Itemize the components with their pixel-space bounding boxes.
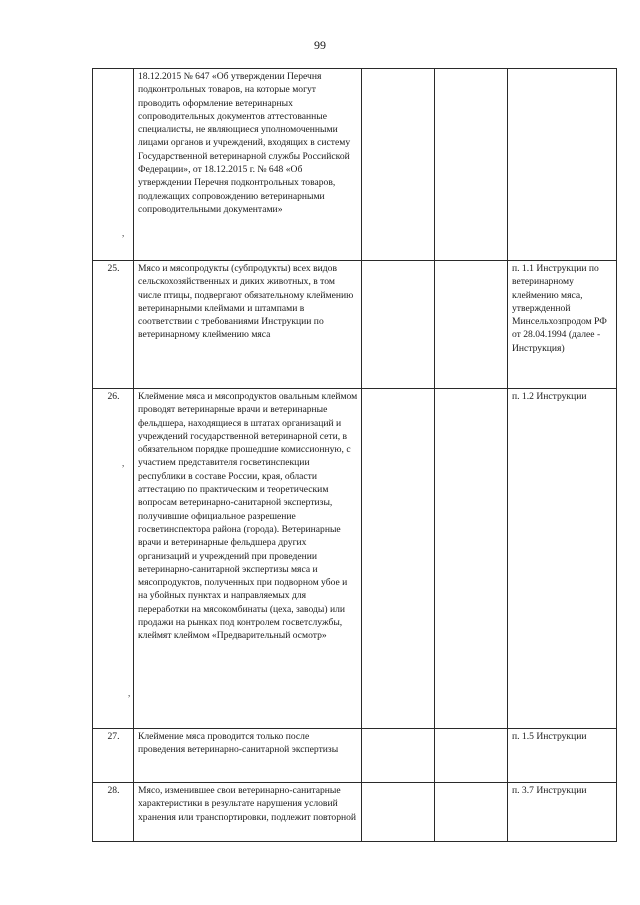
empty-cell: [362, 729, 435, 783]
requirement-text: 18.12.2015 № 647 «Об утверждении Перечня подконтрольных товаров, на которые могут проводить оформление ветеринарных сопроводительных документов аттестованные специалисты, не являющиеся уполномоченными лицами органов и учреждений, входящих в систему Государственной ветеринарной службы Российской Федерации», от 18.12.2015 г. № 648 «Об утверждении Перечня подконтрольных товаров, подлежащих сопровождению ветеринарными сопроводительными документами»: [134, 69, 362, 261]
requirement-text: Мясо и мясопродукты (субпродукты) всех видов сельскохозяйственных и диких животных, в том числе птицы, подвергают обязательному клеймению ветеринарными клеймами и штампами в соответствии с требованиями Инструкции по ветеринарному клеймению мяса: [134, 261, 362, 389]
row-number: 27.: [93, 729, 134, 783]
table-row: [93, 783, 617, 842]
empty-cell: [362, 69, 435, 261]
row-number: [93, 69, 134, 261]
margin-mark: ,: [122, 458, 125, 468]
table-row: [93, 729, 617, 783]
requirement-text: Мясо, изменившее свои ветеринарно-санитарные характеристики в результате нарушения условий хранения или транспортировки, подлежит повторной: [134, 783, 362, 842]
empty-cell: [435, 729, 508, 783]
row-number: 28.: [93, 783, 134, 842]
margin-mark: ,: [122, 228, 125, 238]
empty-cell: [435, 69, 508, 261]
source-reference: п. 3.7 Инструкции: [508, 783, 617, 842]
source-reference: [508, 69, 617, 261]
source-reference: п. 1.1 Инструкции по ветеринарному клеймению мяса, утвержденной Минсельхозпродом РФ от 28.04.1994 (далее - Инструкция): [508, 261, 617, 389]
page-number: 99: [314, 38, 326, 52]
source-reference: п. 1.5 Инструкции: [508, 729, 617, 783]
empty-cell: [435, 783, 508, 842]
empty-cell: [435, 389, 508, 729]
row-number: 26.: [93, 389, 134, 729]
row-number: 25.: [93, 261, 134, 389]
empty-cell: [362, 389, 435, 729]
requirement-text: Клеймение мяса и мясопродуктов овальным клеймом проводят ветеринарные врачи и ветеринарные фельдшера, находящиеся в штатах организаций и учреждений государственной ветеринарной сети, в обязательном порядке прошедшие комиссионную, с участием представителя госветинспекции республики в составе России, края, области аттестацию по практическим и теоретическим вопросам ветеринарно-санитарной экспертизы, получившие официальное разрешение госветинспектора района (города). Ветеринарные врачи и ветеринарные фельдшера других организаций и учреждений при проведении ветеринарно-санитарной экспертизы мяса и мясопродуктов, полученных при подворном убое и на убойных пунктах и направляемых для переработки на мясокомбинаты (цеха, заводы) или продажи на рынках под контролем госветслужбы, клеймят клеймом «Предварительный осмотр»: [134, 389, 362, 729]
source-reference: п. 1.2 Инструкции: [508, 389, 617, 729]
table-row: [93, 261, 617, 389]
margin-mark: ,: [128, 688, 131, 698]
empty-cell: [362, 783, 435, 842]
empty-cell: [435, 261, 508, 389]
table-row: [93, 69, 617, 261]
empty-cell: [362, 261, 435, 389]
requirements-table: [92, 68, 617, 842]
table-row: [93, 389, 617, 729]
requirement-text: Клеймение мяса проводится только после проведения ветеринарно-санитарной экспертизы: [134, 729, 362, 783]
